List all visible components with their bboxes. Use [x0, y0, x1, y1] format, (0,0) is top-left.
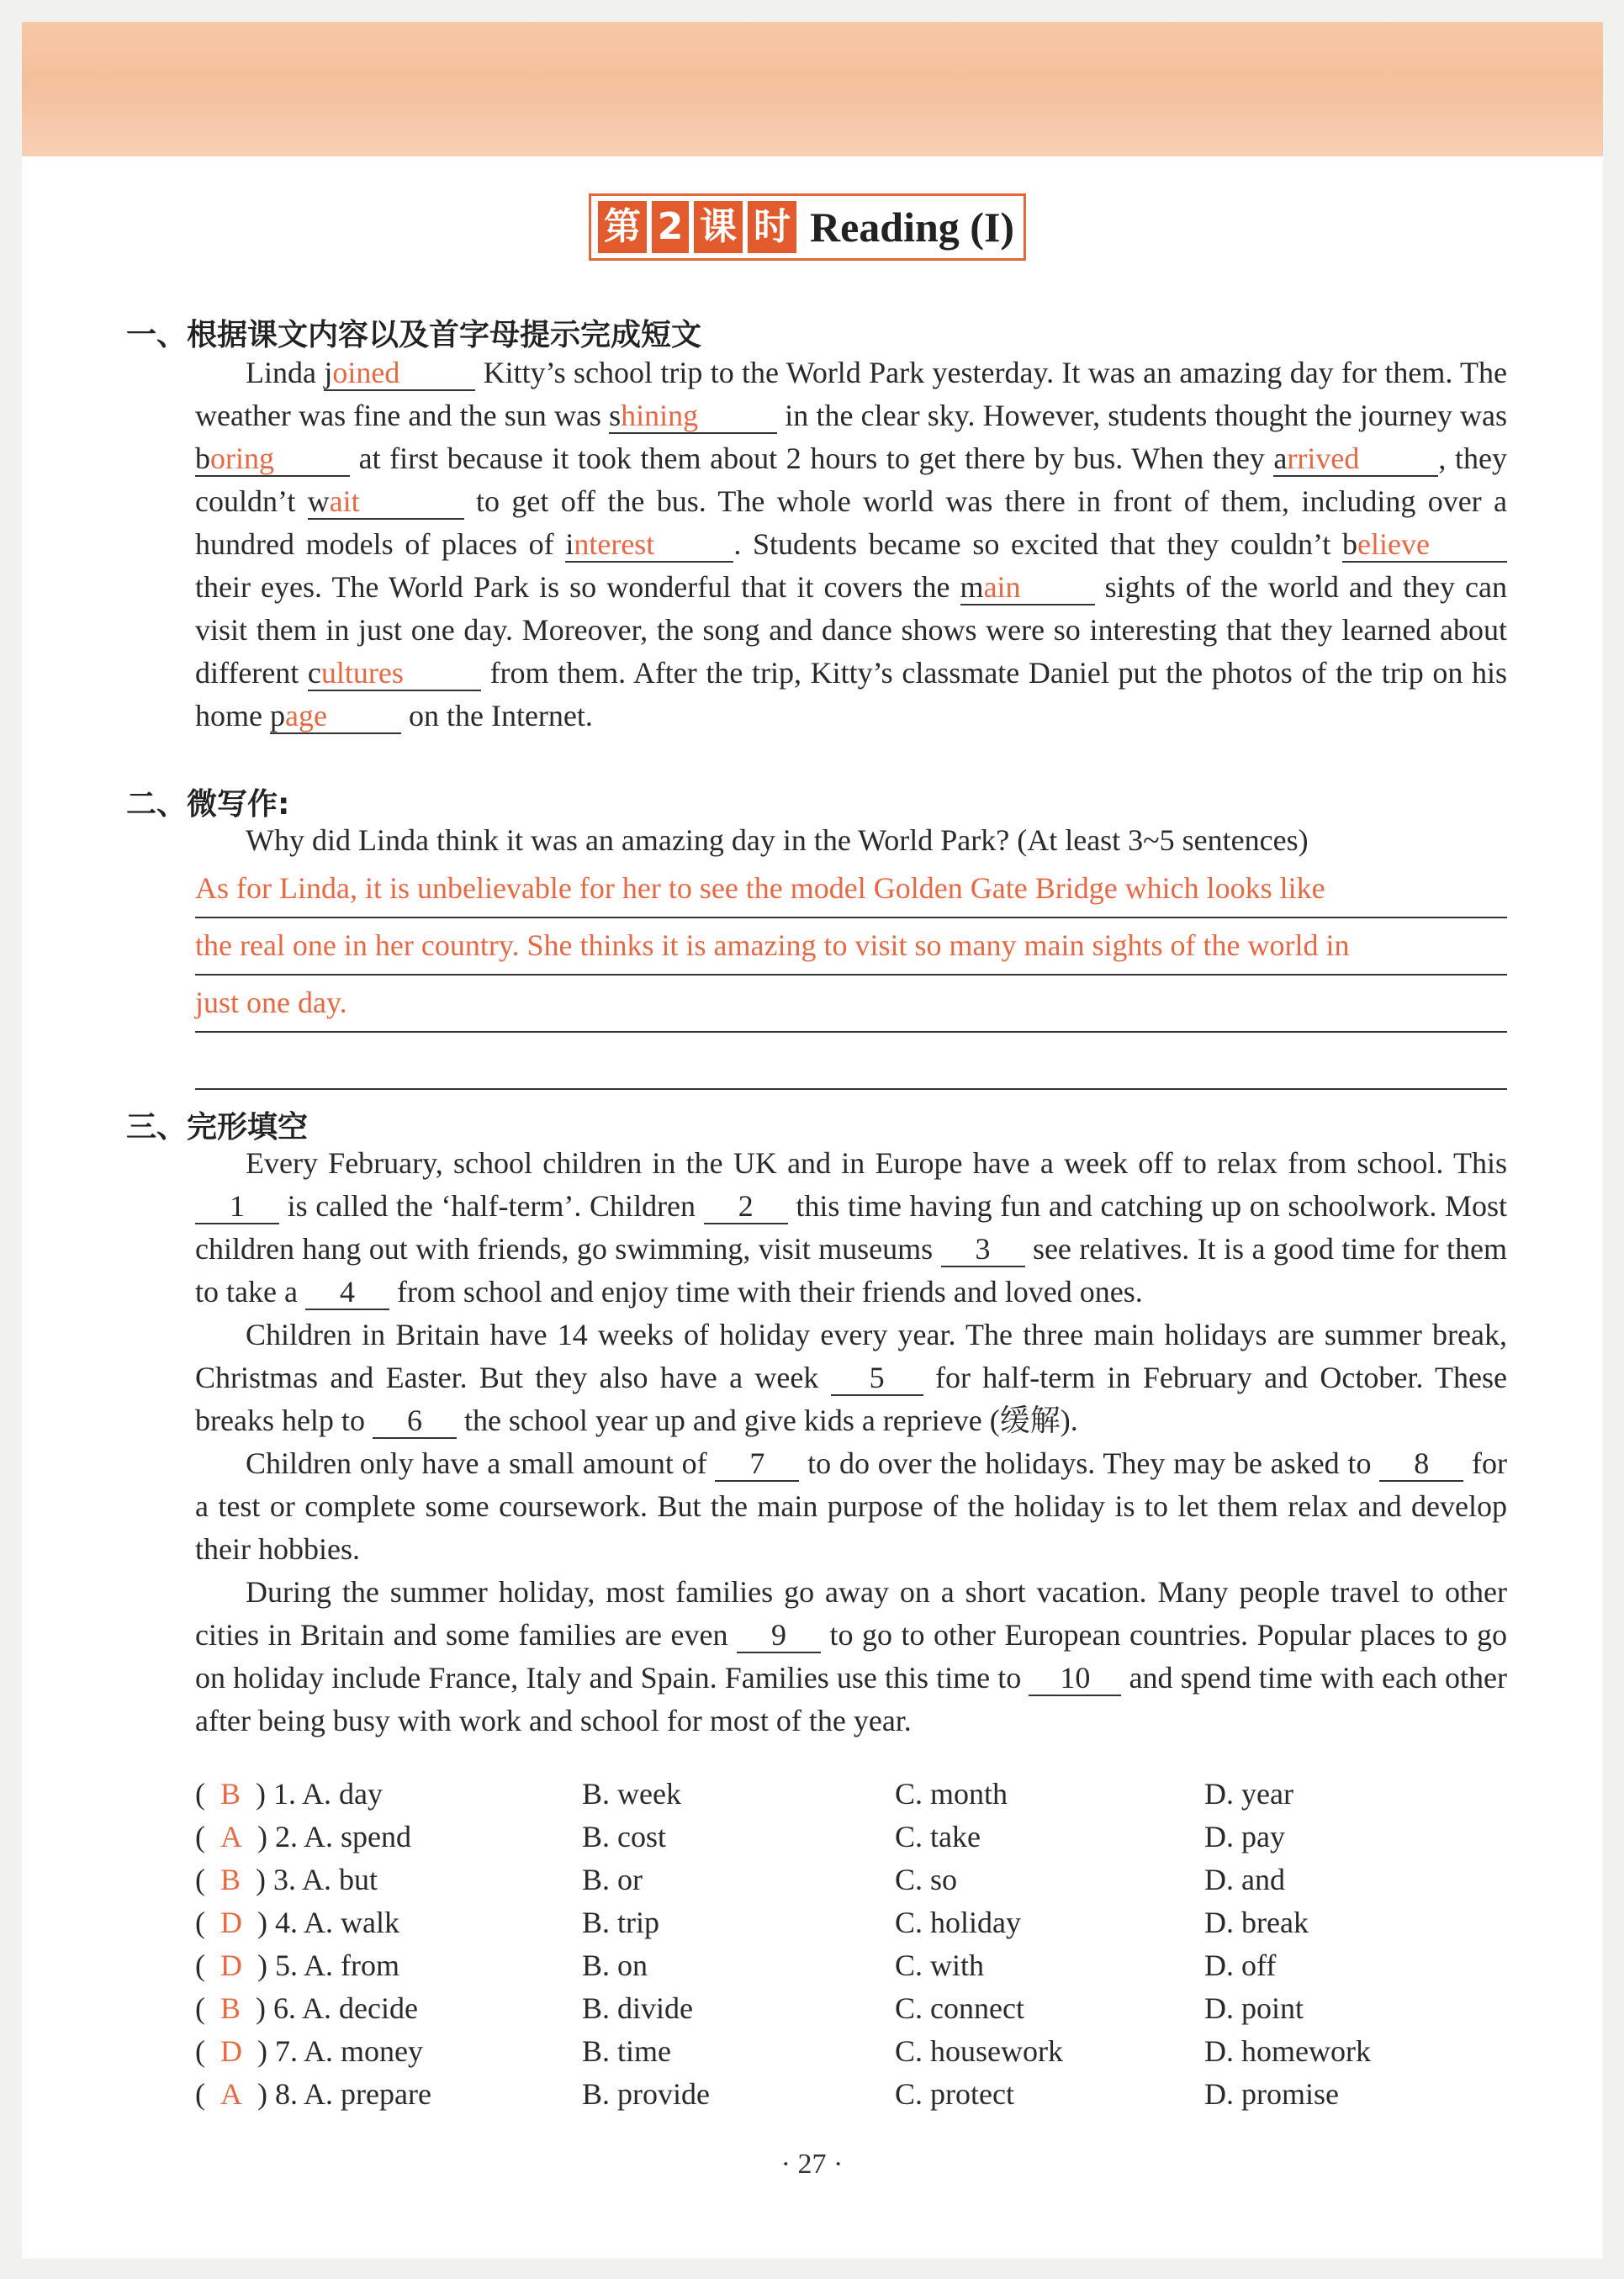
writing-line[interactable]: the real one in her country. She thinks it is amazing to visit so many main sights of the world in: [195, 920, 1507, 976]
option[interactable]: D. and: [1204, 1863, 1285, 1896]
section1-passage: Linda joined Kitty’s school trip to the World Park yesterday. It was an amazing day for them. The weather was fine and the sun was shining in the clear sky. However, students thought the journey was boring at first because it took them about 2 hours to get there by bus. When they arrived , they couldn’t wait to get off the bus. The whole world was there in front of them, including over a hundred models of places of interest . Students became so excited that they couldn’t believe their eyes. The World Park is so wonderful that it covers the main sights of the world and they can visit them in just one day. Moreover, the song and dance shows were so interesting that they learned about different cultures from them. After the trip, Kitty’s classmate Daniel put the photos of the trip on his home page on the Internet.: [195, 356, 1508, 732]
cloze-blank[interactable]: 9: [737, 1618, 821, 1653]
answer-blank[interactable]: believe: [1342, 527, 1507, 563]
option[interactable]: B. on: [582, 1949, 648, 1982]
page-number: · 27 ·: [780, 2149, 844, 2180]
title-char: 时: [748, 201, 796, 253]
title-char: 课: [694, 201, 743, 253]
header-banner: [22, 22, 1603, 156]
cloze-blank[interactable]: 6: [373, 1404, 457, 1439]
question-row: ( A ) 8. A. prepare B. provide C. protect D. promise: [195, 2073, 1507, 2116]
answer-blank[interactable]: interest: [565, 527, 733, 563]
option[interactable]: B. week: [582, 1777, 681, 1811]
option[interactable]: D. point: [1204, 1991, 1304, 2025]
question-row: ( D ) 5. A. from B. on C. with D. off: [195, 1944, 1507, 1987]
answer-blank[interactable]: boring: [195, 442, 350, 477]
question-row: ( B ) 1. A. day B. week C. month D. year: [195, 1773, 1507, 1816]
question-row: ( D ) 7. A. money B. time C. housework D. homework: [195, 2030, 1507, 2073]
title-char: 第: [598, 201, 647, 253]
option[interactable]: B. or: [582, 1863, 643, 1896]
answer-blank[interactable]: main: [960, 570, 1095, 605]
option[interactable]: D. off: [1204, 1949, 1277, 1982]
question-row: ( D ) 4. A. walk B. trip C. holiday D. break: [195, 1901, 1507, 1944]
answer-mark[interactable]: B: [220, 1991, 241, 2025]
option[interactable]: C. month: [895, 1777, 1008, 1811]
answer-mark[interactable]: D: [220, 1949, 242, 1982]
cloze-blank[interactable]: 5: [831, 1361, 923, 1396]
option[interactable]: B. cost: [582, 1820, 667, 1853]
answer-mark[interactable]: D: [220, 1906, 242, 1939]
cloze-blank[interactable]: 10: [1029, 1661, 1121, 1696]
cloze-passage: Every February, school children in the UK and in Europe have a week off to relax from school. This 1 is called the ‘half-term’. Children 2 this time having fun and catching up on schoolwork. Most children hang out with friends, go swimming, visit museums 3 see relatives. It is a good time for them to take a 4 from school and enjoy time with their friends and loved ones. Children in Britain have 14 weeks of holiday every year. The three main holidays are summer break, Christmas and Easter. But they also have a week 5 for half-term in February and October. These breaks help to 6 the school year up and give kids a reprieve (缓解). Children only have a small amount of 7 to do over the holidays. They may be asked to 8 for a test or complete some coursework. But the main purpose of the holiday is to let them relax and develop their hobbies. During the summer holiday, most families go away on a short vacation. Many people travel to other cities in Britain and some families are even 9 to go to other European countries. Popular places to go on holiday include France, Italy and Spain. Families use this time to 10 and spend time with each other after being busy with work and school for most of the year.: [195, 1146, 1508, 1737]
answer-blank[interactable]: shining: [609, 399, 777, 434]
answer-mark[interactable]: B: [220, 1863, 241, 1896]
section2-heading: 二、微写作:: [126, 787, 290, 822]
answer-mark[interactable]: B: [220, 1777, 241, 1811]
answer-blank[interactable]: wait: [308, 484, 464, 520]
choice-table: [195, 1773, 1507, 2116]
question-row: ( B ) 3. A. but B. or C. so D. and: [195, 1859, 1507, 1901]
option[interactable]: C. take: [895, 1820, 981, 1853]
option[interactable]: C. connect: [895, 1991, 1024, 2025]
answer-blank[interactable]: joined: [324, 356, 475, 391]
writing-prompt: Why did Linda think it was an amazing day in the World Park? (At least 3~5 sentences): [246, 823, 1309, 857]
answer-blank[interactable]: arrived: [1273, 442, 1438, 477]
writing-line[interactable]: As for Linda, it is unbelievable for her to see the model Golden Gate Bridge which looks like: [195, 863, 1507, 918]
option[interactable]: C. so: [895, 1863, 958, 1896]
option[interactable]: B. trip: [582, 1906, 660, 1939]
question-row: ( A ) 2. A. spend B. cost C. take D. pay: [195, 1816, 1507, 1859]
cloze-blank[interactable]: 1: [195, 1189, 279, 1224]
option[interactable]: B. provide: [582, 2077, 710, 2111]
option[interactable]: C. holiday: [895, 1906, 1021, 1939]
option[interactable]: D. homework: [1204, 2034, 1371, 2068]
option[interactable]: C. protect: [895, 2077, 1014, 2111]
option[interactable]: D. break: [1204, 1906, 1309, 1939]
cloze-blank[interactable]: 3: [941, 1232, 1025, 1267]
option[interactable]: B. time: [582, 2034, 671, 2068]
option[interactable]: D. pay: [1204, 1820, 1285, 1853]
lesson-title: [589, 193, 1026, 261]
answer-mark[interactable]: A: [220, 1820, 242, 1853]
option[interactable]: D. promise: [1204, 2077, 1339, 2111]
title-char: 2: [652, 201, 689, 253]
option[interactable]: C. with: [895, 1949, 985, 1982]
answer-blank[interactable]: cultures: [308, 656, 481, 691]
option[interactable]: B. divide: [582, 1991, 693, 2025]
writing-line[interactable]: just one day.: [195, 977, 1507, 1033]
section1-heading: 一、根据课文内容以及首字母提示完成短文: [126, 318, 702, 352]
section3-heading: 三、完形填空: [126, 1110, 309, 1145]
cloze-blank[interactable]: 2: [704, 1189, 788, 1224]
option[interactable]: D. year: [1204, 1777, 1293, 1811]
cloze-blank[interactable]: 4: [305, 1275, 389, 1310]
option[interactable]: C. housework: [895, 2034, 1063, 2068]
answer-mark[interactable]: A: [220, 2077, 242, 2111]
cloze-blank[interactable]: 8: [1379, 1446, 1463, 1482]
answer-blank[interactable]: page: [270, 699, 401, 734]
writing-line[interactable]: [195, 1034, 1507, 1090]
question-row: ( B ) 6. A. decide B. divide C. connect D. point: [195, 1987, 1507, 2030]
cloze-blank[interactable]: 7: [715, 1446, 799, 1482]
title-english: Reading (I): [810, 204, 1015, 251]
answer-mark[interactable]: D: [220, 2034, 242, 2068]
